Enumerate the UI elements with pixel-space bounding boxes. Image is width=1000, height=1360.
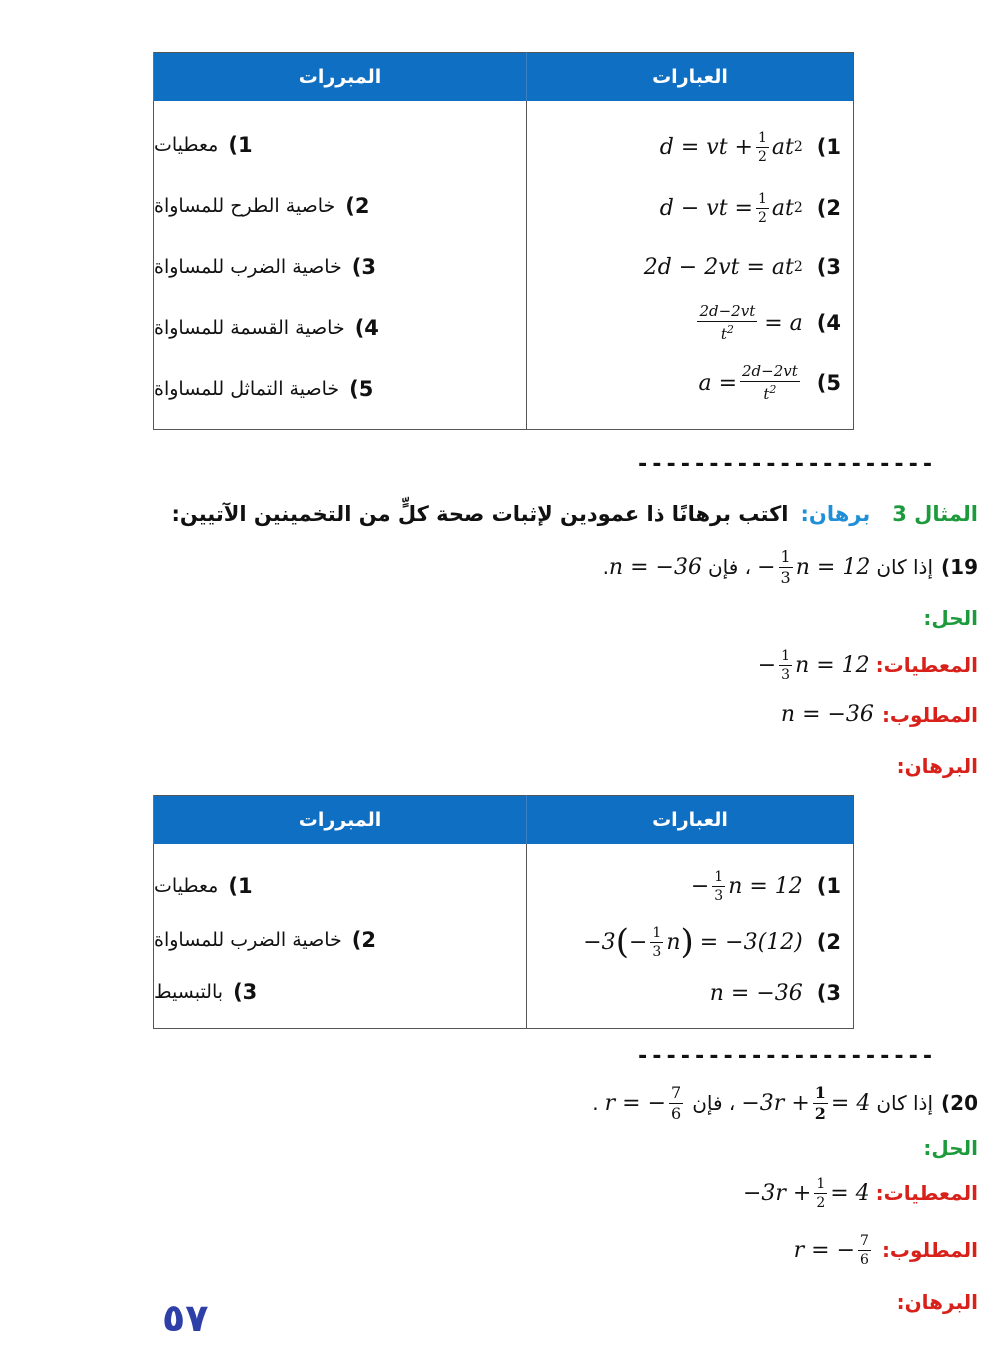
fraction: $\frac{1}{2}$ (814, 1082, 826, 1123)
solution-label-19: الحل: (923, 606, 978, 630)
fraction: $\frac{7}{6}$ (860, 1232, 869, 1268)
example-heading (171, 502, 978, 526)
statements-column (527, 101, 854, 430)
justifications-column (154, 101, 527, 430)
proof-table-1 (153, 52, 854, 430)
header-justifications: المبررات (154, 53, 527, 102)
header-justifications: المبررات (154, 796, 527, 845)
statement-row: − $\frac{1}{3}$ n = 12 (1 (690, 868, 841, 904)
page-number: ٥٧ (162, 1296, 209, 1340)
justification-row: 1) معطيات (154, 874, 253, 898)
header-statements: العبارات (527, 796, 854, 845)
statement-row: $\frac{2d-2vt}{t^2}$ = a (4 (699, 302, 841, 343)
justification-row: 1) معطيات (154, 133, 253, 157)
required-20: المطلوب: r = − $\frac{7}{6}$ (793, 1232, 978, 1268)
example-title: المثال 3 (892, 502, 978, 526)
solution-label-20: الحل: (923, 1136, 978, 1160)
proof-label-20: البرهان: (896, 1290, 978, 1314)
example-tag: برهان: (800, 502, 871, 526)
fraction: $\frac{2d-2vt}{t^2}$ (699, 302, 756, 343)
statement-row: d = vt + $\frac{1}{2}$ at 2 (1 (659, 129, 841, 165)
question-20: 20) إذا كان −3r + $\frac{1}{2}$ = 4 ، فإن r = − $\frac{7}{6}$ . (592, 1082, 978, 1123)
open-paren: ( (615, 922, 629, 962)
close-paren: ) (680, 922, 694, 962)
fraction: $\frac{1}{3}$ (714, 868, 724, 904)
fraction: $\frac{1}{2}$ (816, 1175, 826, 1211)
statement-row: −3 ( − $\frac{1}{3}$ n ) = −3(12) (2 (583, 922, 841, 962)
proof-label-19: البرهان: (896, 754, 978, 778)
header-statements: العبارات (527, 53, 854, 102)
justification-row: 2) خاصية الضرب للمساواة (154, 928, 377, 952)
given-19: المعطيات: − $\frac{1}{3}$ n = 12 (757, 647, 978, 683)
fraction: $\frac{2d-2vt}{t^2}$ (742, 362, 798, 403)
fraction: $\frac{1}{3}$ (652, 924, 662, 960)
statement-row: d − vt = $\frac{1}{2}$ at 2 (2 (659, 190, 841, 226)
fraction: $\frac{1}{3}$ (781, 647, 791, 683)
divider: --------------------- (636, 1044, 936, 1069)
required-19: المطلوب: n = −36 (780, 702, 978, 727)
fraction: $\frac{1}{2}$ (757, 190, 767, 226)
justifications-column (154, 844, 527, 1029)
example-text: اكتب برهانًا ذا عمودين لإثبات صحة كلٍّ من التخمينين الآتيين: (171, 502, 789, 526)
divider: --------------------- (636, 452, 936, 477)
justification-row: 5) خاصية التماثل للمساواة (154, 377, 374, 401)
justification-row: 3) خاصية الضرب للمساواة (154, 255, 377, 279)
justification-row: 3) بالتبسيط (154, 980, 258, 1004)
fraction: $\frac{1}{3}$ (780, 546, 791, 587)
statements-column (527, 844, 854, 1029)
proof-table-2 (153, 795, 854, 1029)
statement-row: n = −36 (3 (709, 980, 841, 1006)
fraction: $\frac{1}{2}$ (757, 129, 767, 165)
statement-row: a = $\frac{2d-2vt}{t^2}$ (5 (698, 362, 841, 403)
fraction: $\frac{7}{6}$ (671, 1082, 682, 1123)
justification-row: 4) خاصية القسمة للمساواة (154, 316, 379, 340)
question-19: 19) إذا كان − $\frac{1}{3}$ n = 12 ، فإن n = −36 . (602, 546, 978, 587)
given-20: المعطيات: −3r + $\frac{1}{2}$ = 4 (742, 1175, 978, 1211)
justification-row: 2) خاصية الطرح للمساواة (154, 194, 370, 218)
statement-row: 2d − 2vt = at 2 (3 (643, 254, 841, 280)
